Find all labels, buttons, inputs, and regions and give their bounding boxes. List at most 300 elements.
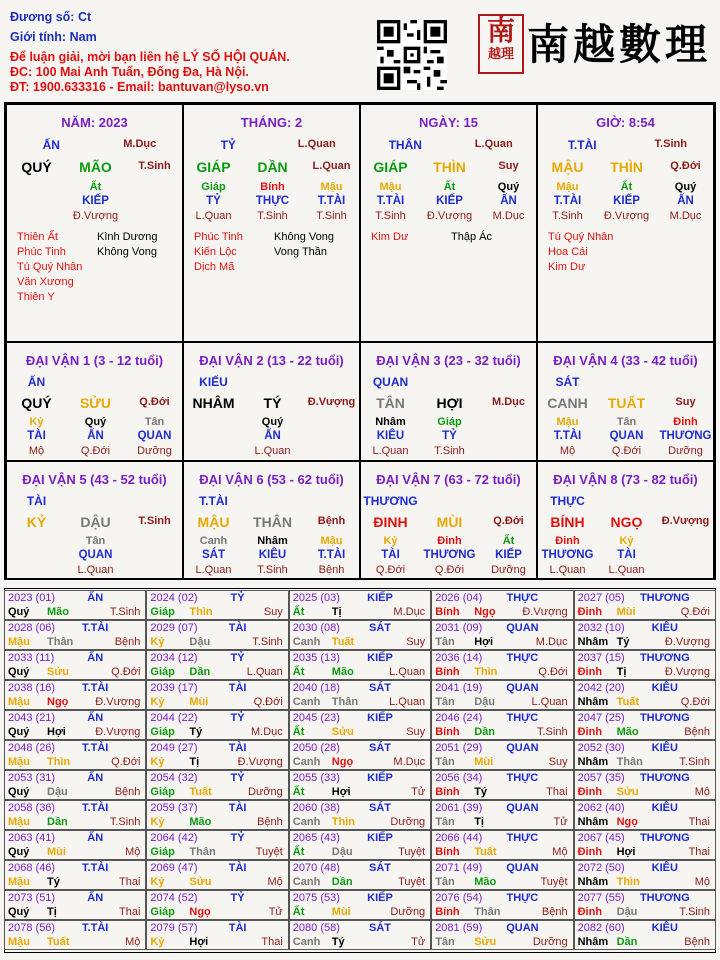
year-branch: Thìn xyxy=(331,816,356,828)
year-stem: Ất xyxy=(292,726,305,738)
year-label: 2073 (51) xyxy=(8,892,56,904)
year-stem: Nhâm xyxy=(577,876,609,888)
year-cell xyxy=(146,890,288,920)
year-label: 2029 (07) xyxy=(150,622,198,634)
year-cell xyxy=(4,890,146,920)
year-stem: Đinh xyxy=(577,786,603,798)
year-cell xyxy=(289,860,431,890)
year-relation: THƯƠNG xyxy=(639,712,690,724)
dv-hidden-relation: T.TÀI xyxy=(553,430,582,442)
dv-hidden-stem: Tân xyxy=(144,416,165,428)
year-branch: Ngọ xyxy=(331,756,354,768)
dv-hidden-state: L.Quan xyxy=(195,564,232,576)
year-branch: Dần xyxy=(474,726,495,738)
dv-hidden-state: Q.Đới xyxy=(375,564,406,576)
year-label: 2062 (40) xyxy=(577,802,625,814)
year-state: Bệnh xyxy=(684,726,710,738)
year-relation: QUAN xyxy=(506,862,539,874)
star-bad: Thập Ác xyxy=(451,231,492,243)
year-state: Dưỡng xyxy=(532,936,568,948)
year-label: 2074 (52) xyxy=(150,892,198,904)
star-bad: Không Vong xyxy=(274,231,334,243)
year-branch: Tuất xyxy=(616,696,639,708)
year-stem: Bính xyxy=(435,786,460,798)
year-label: 2024 (02) xyxy=(150,592,198,604)
year-stem: Đinh xyxy=(577,846,603,858)
year-stem: Đinh xyxy=(577,606,603,618)
year-stem: Kỷ xyxy=(150,816,165,828)
year-stem: Tân xyxy=(435,816,455,828)
hidden-state: M.Dục xyxy=(669,210,702,222)
year-state: Đ.Vượng xyxy=(664,666,710,678)
year-cell xyxy=(574,770,716,800)
hidden-state: T.Sinh xyxy=(316,210,347,222)
year-state: Suy xyxy=(548,756,568,768)
year-cell xyxy=(574,620,716,650)
year-relation: SÁT xyxy=(368,922,391,934)
year-cell xyxy=(146,680,288,710)
pillar-branch: THÌN xyxy=(610,159,643,175)
year-stem: Tân xyxy=(435,696,455,708)
year-state: Thai xyxy=(688,816,710,828)
year-relation: THƯƠNG xyxy=(639,652,690,664)
year-state: L.Quan xyxy=(246,666,283,678)
star-good: Thiên Y xyxy=(17,291,55,303)
year-relation: QUAN xyxy=(506,622,539,634)
year-stem: Mậu xyxy=(8,756,30,768)
year-branch: Sửu xyxy=(189,876,212,888)
dv-hidden-stem: Tân xyxy=(85,535,106,547)
dai-van-state: Q.Đới xyxy=(139,396,170,408)
dv-hidden-state: Dưỡng xyxy=(668,445,703,457)
year-label: 2032 (10) xyxy=(577,622,625,634)
year-label: 2058 (36) xyxy=(8,802,56,814)
year-stem: Ất xyxy=(292,786,305,798)
year-branch: Thìn xyxy=(189,606,213,618)
dai-van-title: ĐẠI VẬN 2 (13 - 22 tuổi) xyxy=(199,353,344,368)
dv-hidden-state: Q.Đới xyxy=(611,445,642,457)
dai-van-branch: NGỌ xyxy=(610,514,643,530)
year-cell xyxy=(431,770,573,800)
year-label: 2033 (11) xyxy=(8,652,55,664)
gender-line xyxy=(10,30,97,45)
hidden-relation: TỶ xyxy=(206,195,221,207)
hidden-stem: Quý xyxy=(497,181,520,193)
year-state: L.Quan xyxy=(389,696,426,708)
year-relation: KIÊU xyxy=(651,742,678,754)
year-stem: Kỷ xyxy=(150,876,165,888)
year-stem: Bính xyxy=(435,666,460,678)
hidden-stem: Quý xyxy=(674,181,697,193)
year-label: 2071 (49) xyxy=(435,862,483,874)
year-stem: Mậu xyxy=(8,936,30,948)
year-label: 2055 (33) xyxy=(292,772,340,784)
year-label: 2023 (01) xyxy=(8,592,56,604)
year-state: Tử xyxy=(411,786,426,798)
year-cell xyxy=(574,800,716,830)
year-label: 2041 (19) xyxy=(435,682,483,694)
hidden-state: Đ.Vượng xyxy=(72,210,119,222)
year-relation: THỰC xyxy=(506,892,539,904)
hidden-stem: Ất xyxy=(443,181,456,193)
contact-line-3: ĐT: 1900.633316 - Email: bantuvan@lyso.vn xyxy=(10,80,269,94)
dai-van-branch: DẬU xyxy=(80,514,111,530)
star-good: Tú Quý Nhân xyxy=(548,231,614,243)
year-state: Thai xyxy=(118,876,141,888)
dv-hidden-state: L.Quan xyxy=(77,564,114,576)
dv-hidden-stem: Đinh xyxy=(437,535,462,547)
year-state: T.Sinh xyxy=(537,726,568,738)
year-cell xyxy=(146,830,288,860)
year-stem: Ất xyxy=(292,846,305,858)
year-branch: Tý xyxy=(474,786,488,798)
year-label: 2045 (23) xyxy=(292,712,340,724)
year-stem: Kỷ xyxy=(150,756,165,768)
year-branch: Thìn xyxy=(474,666,498,678)
year-relation: T.TÀI xyxy=(82,802,109,814)
hidden-relation: KIẾP xyxy=(82,195,109,207)
dai-van-title: ĐẠI VẬN 3 (23 - 32 tuổi) xyxy=(376,353,521,368)
year-label: 2042 (20) xyxy=(577,682,625,694)
pillar-1 xyxy=(6,104,183,342)
year-label: 2072 (50) xyxy=(577,862,625,874)
year-relation: ẤN xyxy=(87,892,104,904)
year-branch: Mùi xyxy=(616,606,636,618)
year-relation: QUAN xyxy=(506,922,539,934)
year-stem: Ất xyxy=(292,666,305,678)
dv-hidden-stem: Đinh xyxy=(673,416,698,428)
year-relation: THƯƠNG xyxy=(639,772,690,784)
brand-logo: 南越數理 xyxy=(527,20,712,69)
star-good: Kim Dư xyxy=(371,231,409,243)
year-stem: Nhâm xyxy=(577,936,609,948)
dv-hidden-state: L.Quan xyxy=(608,564,645,576)
year-stem: Bính xyxy=(435,846,460,858)
year-label: 2049 (27) xyxy=(150,742,198,754)
year-cell xyxy=(146,590,288,620)
dv-hidden-state: Mộ xyxy=(28,445,45,457)
year-relation: QUAN xyxy=(506,802,539,814)
year-cell xyxy=(574,890,716,920)
dai-van-title: ĐẠI VẬN 8 (73 - 82 tuổi) xyxy=(553,472,698,487)
pillar-branch: DẦN xyxy=(257,159,288,175)
year-stem: Nhâm xyxy=(577,816,609,828)
year-cell xyxy=(574,920,716,950)
year-branch: Sửu xyxy=(331,726,354,738)
year-relation: KIẾP xyxy=(367,712,393,724)
year-cell xyxy=(4,590,146,620)
year-cell xyxy=(146,620,288,650)
dv-hidden-relation: T.TÀI xyxy=(317,549,346,561)
dai-van-2 xyxy=(183,342,360,461)
year-state: Tuyệt xyxy=(540,876,568,888)
year-relation: THỰC xyxy=(506,772,539,784)
dai-van-top-label: THƯƠNG xyxy=(363,494,418,508)
dai-van-branch: THÂN xyxy=(253,514,292,530)
year-relation: THỰC xyxy=(506,832,539,844)
year-branch: Sửu xyxy=(616,786,639,798)
year-state: T.Sinh xyxy=(109,816,141,828)
year-state: Tuyệt xyxy=(398,846,426,858)
year-state: Q.Đới xyxy=(538,666,568,678)
year-label: 2034 (12) xyxy=(150,652,198,664)
dv-hidden-state: Dưỡng xyxy=(491,564,526,576)
year-label: 2044 (22) xyxy=(150,712,198,724)
year-label: 2070 (48) xyxy=(292,862,340,874)
year-cell xyxy=(431,680,573,710)
year-cell xyxy=(431,650,573,680)
year-stem: Kỷ xyxy=(150,936,165,948)
pillar-top-state: L.Quan xyxy=(297,138,336,150)
dai-van-state: Đ.Vượng xyxy=(307,396,356,408)
pillar-top-state: T.Sinh xyxy=(654,138,687,150)
dv-hidden-state: Mộ xyxy=(559,445,576,457)
pillar-branch-state: Suy xyxy=(498,160,519,172)
year-cell xyxy=(4,680,146,710)
dv-hidden-state: L.Quan xyxy=(254,445,291,457)
year-branch: Dần xyxy=(47,816,68,828)
dv-hidden-relation: ẤN xyxy=(264,430,281,442)
dai-van-stem: TÂN xyxy=(376,395,405,411)
year-branch: Mùi xyxy=(189,696,209,708)
year-label: 2057 (35) xyxy=(577,772,625,784)
year-label: 2079 (57) xyxy=(150,922,198,934)
year-state: T.Sinh xyxy=(679,906,710,918)
year-state: Mộ xyxy=(694,786,710,798)
dai-van-stem: QUÝ xyxy=(21,395,52,411)
year-branch: Mùi xyxy=(331,906,351,918)
dv-hidden-relation: SÁT xyxy=(202,549,225,561)
dv-hidden-stem: Giáp xyxy=(437,416,462,428)
year-cell xyxy=(146,800,288,830)
hidden-state: L.Quan xyxy=(195,210,232,222)
dv-hidden-stem: Quý xyxy=(84,416,107,428)
dai-van-6 xyxy=(183,461,360,580)
pillar-stem: MẬU xyxy=(551,159,584,175)
year-cell xyxy=(289,920,431,950)
pillar-stem: GIÁP xyxy=(196,159,231,175)
year-label: 2061 (39) xyxy=(435,802,483,814)
hidden-relation: THỰC xyxy=(255,195,290,207)
pillar-title: NGÀY: 15 xyxy=(419,115,478,130)
year-branch: Dậu xyxy=(47,786,68,798)
dv-hidden-relation: TÀI xyxy=(27,430,46,442)
year-state: Tuyệt xyxy=(255,846,283,858)
year-cell xyxy=(431,860,573,890)
year-relation: ẤN xyxy=(87,772,104,784)
star-bad: Vong Thần xyxy=(274,246,328,258)
year-stem: Bính xyxy=(435,906,460,918)
year-state: L.Quan xyxy=(531,696,568,708)
star-good: Thiên Ất xyxy=(17,231,58,243)
dv-hidden-stem: Kỷ xyxy=(383,535,398,547)
pillar-branch-state: L.Quan xyxy=(312,160,351,172)
year-state: L.Quan xyxy=(389,666,426,678)
year-label: 2059 (37) xyxy=(150,802,198,814)
year-stem: Giáp xyxy=(150,726,175,738)
year-state: Thai xyxy=(261,936,283,948)
year-relation: KIÊU xyxy=(651,862,678,874)
year-branch: Mùi xyxy=(47,846,66,858)
year-branch: Tị xyxy=(189,756,200,768)
dai-van-title: ĐẠI VẬN 6 (53 - 62 tuổi) xyxy=(199,472,344,487)
hidden-state: M.Dục xyxy=(492,210,525,222)
dai-van-top-label: T.TÀI xyxy=(199,494,228,508)
gender-label: Giới tính: xyxy=(10,30,67,44)
year-state: Mộ xyxy=(694,876,710,888)
year-cell xyxy=(574,860,716,890)
year-branch: Sửu xyxy=(47,666,70,678)
year-cell xyxy=(146,860,288,890)
dai-van-stem: MẬU xyxy=(197,514,230,530)
year-stem: Giáp xyxy=(150,846,175,858)
year-stem: Tân xyxy=(435,876,455,888)
seal-top: 南 xyxy=(486,14,515,47)
hidden-relation: T.TÀI xyxy=(317,195,346,207)
year-cell xyxy=(431,620,573,650)
hidden-state: T.Sinh xyxy=(375,210,406,222)
hidden-state: T.Sinh xyxy=(257,210,288,222)
year-state: Đ.Vượng xyxy=(237,756,283,768)
year-stem: Bính xyxy=(435,726,460,738)
year-cell xyxy=(4,920,146,950)
dai-van-state: Bệnh xyxy=(317,515,346,527)
hidden-state: Đ.Vượng xyxy=(603,210,650,222)
dai-van-state: Q.Đới xyxy=(493,515,524,527)
year-branch: Ngọ xyxy=(189,906,211,918)
year-state: Tử xyxy=(411,936,426,948)
year-cell xyxy=(431,890,573,920)
year-branch: Hợi xyxy=(189,936,209,948)
year-label: 2067 (45) xyxy=(577,832,625,844)
pillar-top-label: TỶ xyxy=(220,138,236,152)
dv-hidden-stem: Mậu xyxy=(556,416,579,428)
year-branch: Tuất xyxy=(189,786,212,798)
year-state: Mộ xyxy=(552,846,568,858)
year-label: 2050 (28) xyxy=(292,742,340,754)
year-state: M.Dục xyxy=(251,726,283,738)
year-branch: Mão xyxy=(47,606,69,618)
contact-line-1: Để luận giải, mời bạn liên hệ LÝ SỐ HỘI QUÁN. xyxy=(10,50,290,64)
dv-hidden-relation: TỶ xyxy=(442,430,457,442)
year-relation: SÁT xyxy=(368,802,391,814)
year-stem: Giáp xyxy=(150,906,175,918)
year-branch: Mùi xyxy=(474,756,494,768)
dv-hidden-relation: THƯƠNG xyxy=(659,430,712,442)
year-cell xyxy=(146,710,288,740)
dai-van-state: M.Dục xyxy=(492,396,525,408)
pillar-4 xyxy=(537,104,714,342)
seal-bottom: 越理 xyxy=(487,47,514,62)
year-label: 2043 (21) xyxy=(8,712,56,724)
year-branch: Dậu xyxy=(189,636,211,648)
year-stem: Nhâm xyxy=(577,696,609,708)
year-cell xyxy=(4,770,146,800)
dv-hidden-stem: Nhâm xyxy=(257,535,288,547)
year-stem: Quý xyxy=(8,726,30,738)
year-branch: Dần xyxy=(189,666,211,678)
year-label: 2037 (15) xyxy=(577,652,625,664)
dv-hidden-relation: QUAN xyxy=(137,430,172,442)
year-stem: Canh xyxy=(292,816,321,828)
year-state: Bệnh xyxy=(257,816,283,828)
year-cell xyxy=(4,620,146,650)
dv-hidden-stem: Đinh xyxy=(555,535,580,547)
year-cell xyxy=(146,740,288,770)
year-branch: Thân xyxy=(189,846,216,858)
year-branch: Ngọ xyxy=(47,696,69,708)
pillar-3 xyxy=(360,104,537,342)
year-label: 2065 (43) xyxy=(292,832,340,844)
year-state: Q.Đới xyxy=(111,756,141,768)
year-state: T.Sinh xyxy=(109,606,141,618)
year-relation: KIÊU xyxy=(651,802,678,814)
year-label: 2035 (13) xyxy=(292,652,340,664)
year-state: Mộ xyxy=(125,846,141,858)
dai-van-top-label: QUAN xyxy=(372,375,409,389)
year-cell xyxy=(289,740,431,770)
year-branch: Hợi xyxy=(474,636,494,648)
year-cell xyxy=(289,890,431,920)
year-branch: Hợi xyxy=(616,846,636,858)
year-branch: Tý xyxy=(331,936,345,948)
hidden-stem: Bính xyxy=(260,181,285,193)
year-state: Bệnh xyxy=(684,936,710,948)
year-label: 2075 (53) xyxy=(292,892,340,904)
year-branch: Thân xyxy=(331,696,359,708)
year-cell xyxy=(431,920,573,950)
year-label: 2039 (17) xyxy=(150,682,198,694)
year-branch: Tị xyxy=(47,906,57,918)
year-label: 2040 (18) xyxy=(292,682,340,694)
year-branch: Tị xyxy=(331,606,342,618)
star-good: Kiến Lộc xyxy=(194,246,237,258)
year-stem: Quý xyxy=(8,606,30,618)
hidden-relation: KIẾP xyxy=(436,195,463,207)
hidden-relation: T.TÀI xyxy=(553,195,582,207)
pillar-title: THÁNG: 2 xyxy=(240,115,303,130)
dv-hidden-relation: QUAN xyxy=(78,549,113,561)
pillar-branch-state: T.Sinh xyxy=(138,160,171,172)
year-stem: Quý xyxy=(8,786,30,798)
dv-hidden-relation: TÀI xyxy=(617,549,636,561)
pillar-stem: GIÁP xyxy=(373,159,408,175)
year-state: M.Dục xyxy=(393,606,426,618)
year-branch: Thân xyxy=(47,636,74,648)
year-state: Bệnh xyxy=(114,786,141,798)
year-relation: SÁT xyxy=(368,742,391,754)
dv-hidden-state: Dưỡng xyxy=(137,445,172,457)
year-relation: KIÊU xyxy=(651,682,678,694)
year-stem: Mậu xyxy=(8,696,30,708)
year-relation: TÀI xyxy=(228,682,247,694)
dv-hidden-relation: THƯƠNG xyxy=(541,549,594,561)
pillar-top-label: ẤN xyxy=(42,138,60,152)
dv-hidden-relation: THƯƠNG xyxy=(423,549,476,561)
year-label: 2064 (42) xyxy=(150,832,198,844)
hidden-stem: Ất xyxy=(620,181,633,193)
year-label: 2054 (32) xyxy=(150,772,198,784)
pillar-title: NĂM: 2023 xyxy=(61,115,128,130)
year-label: 2078 (56) xyxy=(8,922,56,934)
year-stem: Tân xyxy=(435,936,455,948)
year-stem: Giáp xyxy=(150,786,175,798)
year-relation: QUAN xyxy=(506,742,539,754)
year-stem: Kỷ xyxy=(150,696,165,708)
year-label: 2030 (08) xyxy=(292,622,340,634)
year-cell xyxy=(431,590,573,620)
year-relation: THƯƠNG xyxy=(639,892,690,904)
